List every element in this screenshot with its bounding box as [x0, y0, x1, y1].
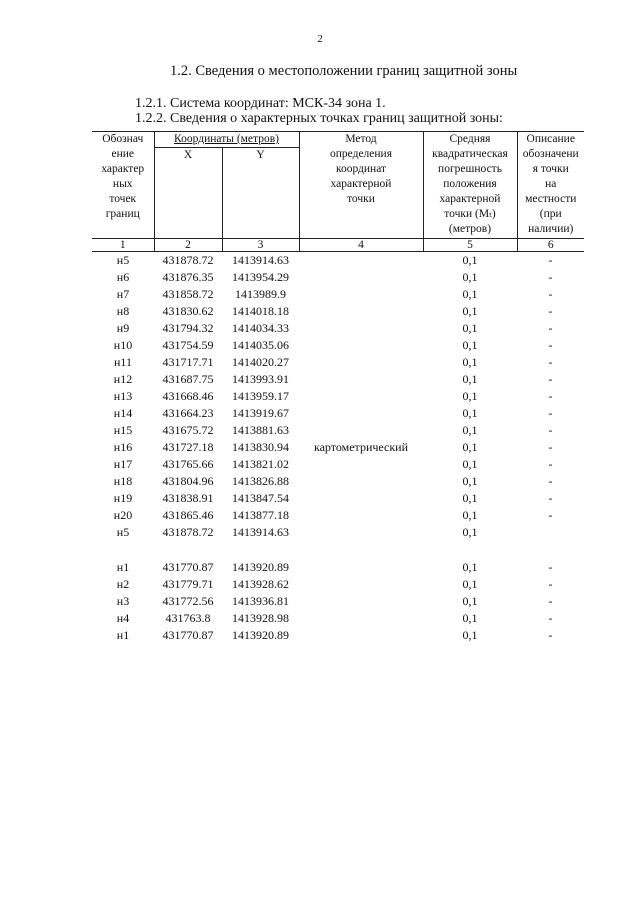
description-cell: -: [548, 628, 553, 642]
method-cell: [299, 559, 423, 576]
x-cell: 431878.72: [162, 253, 214, 267]
error-cell: 0,1: [462, 440, 478, 454]
header-line: местности: [525, 193, 577, 205]
error-cell: 0,1: [462, 406, 478, 420]
x-cell: 431754.59: [162, 338, 214, 352]
header-coordinates: Координаты (метров): [154, 132, 299, 148]
header-line: Средняя: [449, 133, 491, 145]
x-cell: 431772.56: [162, 594, 214, 608]
x-cell: 431770.87: [162, 628, 214, 642]
point-cell: н8: [116, 304, 130, 318]
point-cell: н12: [113, 372, 133, 386]
header-line: на: [545, 178, 557, 190]
table-row: [92, 320, 584, 337]
table-row: [92, 593, 584, 610]
description-cell: -: [548, 611, 553, 625]
x-cell: 431687.75: [162, 372, 214, 386]
description-cell: -: [548, 338, 553, 352]
y-cell: 1413920.89: [232, 628, 289, 642]
y-cell: 1414018.18: [232, 304, 289, 318]
column-number: 3: [222, 239, 299, 252]
method-cell: [299, 337, 423, 354]
points-table-title: 1.2.2. Сведения о характерных точках границ защитной зоны:: [135, 111, 503, 126]
description-cell: -: [548, 491, 553, 505]
header-description: [517, 132, 584, 239]
table-row: [92, 337, 584, 354]
x-cell: 431763.8: [165, 611, 211, 625]
description-cell: -: [548, 423, 553, 437]
description-cell: -: [548, 253, 553, 267]
header-line: (метров): [448, 223, 492, 235]
column-number: 4: [299, 239, 423, 252]
description-cell: -: [548, 560, 553, 574]
header-line: определения: [329, 148, 392, 160]
y-cell: 1414035.06: [232, 338, 289, 352]
point-cell: н20: [113, 508, 133, 522]
x-cell: 431717.71: [162, 355, 214, 369]
y-cell: 1413877.18: [232, 508, 289, 522]
error-cell: 0,1: [462, 321, 478, 335]
header-line: точки: [347, 193, 375, 205]
point-cell: н1: [116, 560, 130, 574]
y-cell: 1413914.63: [232, 253, 289, 267]
y-cell: 1413826.88: [232, 474, 289, 488]
method-cell: [299, 490, 423, 507]
y-cell: 1414020.27: [232, 355, 289, 369]
x-cell: 431727.18: [162, 440, 214, 454]
table-row: [92, 303, 584, 320]
error-cell: 0,1: [462, 525, 478, 539]
page-number: 2: [317, 33, 323, 45]
table-row: [92, 627, 584, 644]
point-cell: н14: [113, 406, 133, 420]
table-row: [92, 490, 584, 507]
point-cell: н13: [113, 389, 133, 403]
table-row: [92, 456, 584, 473]
column-numbers-row: [92, 239, 584, 252]
error-cell: 0,1: [462, 338, 478, 352]
error-cell: 0,1: [462, 457, 478, 471]
point-cell: н6: [116, 270, 130, 284]
description-cell: -: [548, 440, 553, 454]
y-cell: 1413928.98: [232, 611, 289, 625]
points-table: [92, 131, 584, 644]
table-row: [92, 422, 584, 439]
method-cell: [299, 627, 423, 644]
point-cell: н5: [116, 525, 130, 539]
y-cell: 1413989.9: [235, 287, 286, 301]
header-line: положения: [443, 178, 497, 190]
x-cell: 431779.71: [162, 577, 214, 591]
y-cell: 1413881.63: [232, 423, 289, 437]
description-cell: -: [548, 457, 553, 471]
y-cell: 1413920.89: [232, 560, 289, 574]
error-cell: 0,1: [462, 270, 478, 284]
point-cell: н15: [113, 423, 133, 437]
header-line: характерной: [330, 178, 392, 190]
y-cell: 1413919.67: [232, 406, 289, 420]
x-cell: 431794.32: [162, 321, 214, 335]
point-cell: н17: [113, 457, 133, 471]
header-y: Y: [222, 148, 299, 239]
header-line: ение: [111, 148, 135, 160]
x-cell: 431765.66: [162, 457, 214, 471]
header-line: Метод: [345, 133, 377, 145]
header-line: ных: [112, 178, 133, 190]
error-cell: 0,1: [462, 628, 478, 642]
error-cell: 0,1: [462, 287, 478, 301]
table-row: [92, 473, 584, 490]
description-cell: -: [548, 474, 553, 488]
x-cell: 431668.46: [162, 389, 214, 403]
header-line: точки (Mₜ): [444, 208, 496, 220]
error-cell: 0,1: [462, 423, 478, 437]
method-cell: [299, 320, 423, 337]
table-row: [92, 610, 584, 627]
table-row: [92, 286, 584, 303]
error-cell: 0,1: [462, 577, 478, 591]
table-row: [92, 371, 584, 388]
method-cell: [299, 593, 423, 610]
point-cell: н16: [113, 440, 133, 454]
y-cell: 1413830.94: [232, 440, 289, 454]
table-row: [92, 576, 584, 593]
point-cell: н2: [116, 577, 130, 591]
description-cell: -: [548, 372, 553, 386]
x-cell: 431858.72: [162, 287, 214, 301]
point-cell: н10: [113, 338, 133, 352]
y-cell: 1414034.33: [232, 321, 289, 335]
table-row: [92, 524, 584, 541]
x-cell: 431675.72: [162, 423, 214, 437]
description-cell: -: [548, 304, 553, 318]
point-cell: н19: [113, 491, 133, 505]
point-cell: н1: [116, 628, 130, 642]
description-cell: -: [548, 287, 553, 301]
method-cell: картометрический: [313, 440, 409, 454]
method-cell: [299, 610, 423, 627]
description-cell: -: [548, 270, 553, 284]
table-row: [92, 439, 584, 456]
header-line: (при: [539, 208, 562, 220]
table-row: [92, 388, 584, 405]
y-cell: 1413821.02: [232, 457, 289, 471]
table-row: [92, 507, 584, 524]
error-cell: 0,1: [462, 594, 478, 608]
y-cell: 1413847.54: [232, 491, 289, 505]
y-cell: 1413954.29: [232, 270, 289, 284]
y-cell: 1413936.81: [232, 594, 289, 608]
header-line: точек: [109, 193, 137, 205]
header-error: [423, 132, 517, 239]
method-cell: [299, 303, 423, 320]
point-cell: н3: [116, 594, 130, 608]
method-cell: [299, 269, 423, 286]
y-cell: 1413959.17: [232, 389, 289, 403]
header-line: характерной: [439, 193, 501, 205]
point-cell: н7: [116, 287, 130, 301]
x-cell: 431830.62: [162, 304, 214, 318]
method-cell: [299, 576, 423, 593]
description-cell: -: [548, 389, 553, 403]
error-cell: 0,1: [462, 253, 478, 267]
method-cell: [299, 371, 423, 388]
spacer-row: [92, 541, 584, 559]
method-cell: [299, 354, 423, 371]
x-cell: 431770.87: [162, 560, 214, 574]
description-cell: -: [548, 577, 553, 591]
header-line: координат: [335, 163, 387, 175]
point-cell: н18: [113, 474, 133, 488]
column-number: 5: [423, 239, 517, 252]
header-line: наличии): [528, 223, 574, 235]
error-cell: 0,1: [462, 508, 478, 522]
error-cell: 0,1: [462, 491, 478, 505]
x-cell: 431804.96: [162, 474, 214, 488]
method-cell: [299, 252, 423, 270]
points-table-body: [92, 252, 584, 645]
error-cell: 0,1: [462, 560, 478, 574]
point-cell: н11: [114, 355, 132, 369]
header-line: Описание: [526, 133, 575, 145]
table-row: [92, 559, 584, 576]
x-cell: 431664.23: [162, 406, 214, 420]
method-cell: [299, 456, 423, 473]
header-x: X: [154, 148, 222, 239]
description-cell: -: [548, 594, 553, 608]
header-line: погрешность: [438, 163, 502, 175]
header-line: границ: [105, 208, 140, 220]
y-cell: 1413928.62: [232, 577, 289, 591]
description-cell: -: [548, 355, 553, 369]
x-cell: 431878.72: [162, 525, 214, 539]
table-row: [92, 354, 584, 371]
method-cell: [299, 524, 423, 541]
point-cell: н9: [116, 321, 130, 335]
error-cell: 0,1: [462, 355, 478, 369]
header-line: Обознач: [102, 133, 144, 145]
method-cell: [299, 286, 423, 303]
table-row: [92, 252, 584, 270]
description-cell: -: [548, 321, 553, 335]
column-number: 1: [92, 239, 154, 252]
column-number: 6: [517, 239, 584, 252]
column-number: 2: [154, 239, 222, 252]
description-cell: [517, 524, 584, 541]
error-cell: 0,1: [462, 474, 478, 488]
method-cell: [299, 405, 423, 422]
error-cell: 0,1: [462, 304, 478, 318]
table-row: [92, 269, 584, 286]
method-cell: [299, 473, 423, 490]
error-cell: 0,1: [462, 372, 478, 386]
header-method: [299, 132, 423, 239]
header-line: характер: [101, 163, 145, 175]
header-designation: [92, 132, 154, 239]
method-cell: [299, 422, 423, 439]
method-cell: [299, 388, 423, 405]
header-line: обозначени: [522, 148, 579, 160]
table-row: [92, 405, 584, 422]
point-cell: н4: [116, 611, 130, 625]
method-cell: [299, 507, 423, 524]
x-cell: 431838.91: [162, 491, 214, 505]
x-cell: 431876.35: [162, 270, 214, 284]
y-cell: 1413914.63: [232, 525, 289, 539]
x-cell: 431865.46: [162, 508, 214, 522]
description-cell: -: [548, 508, 553, 522]
error-cell: 0,1: [462, 389, 478, 403]
coordinate-system-line: 1.2.1. Система координат: МСК-34 зона 1.: [135, 96, 386, 111]
point-cell: н5: [116, 253, 130, 267]
header-line: я точки: [532, 163, 569, 175]
description-cell: -: [548, 406, 553, 420]
error-cell: 0,1: [462, 611, 478, 625]
header-line: квадратическая: [432, 148, 508, 160]
section-title: 1.2. Сведения о местоположении границ защитной зоны: [170, 63, 518, 79]
y-cell: 1413993.91: [232, 372, 289, 386]
